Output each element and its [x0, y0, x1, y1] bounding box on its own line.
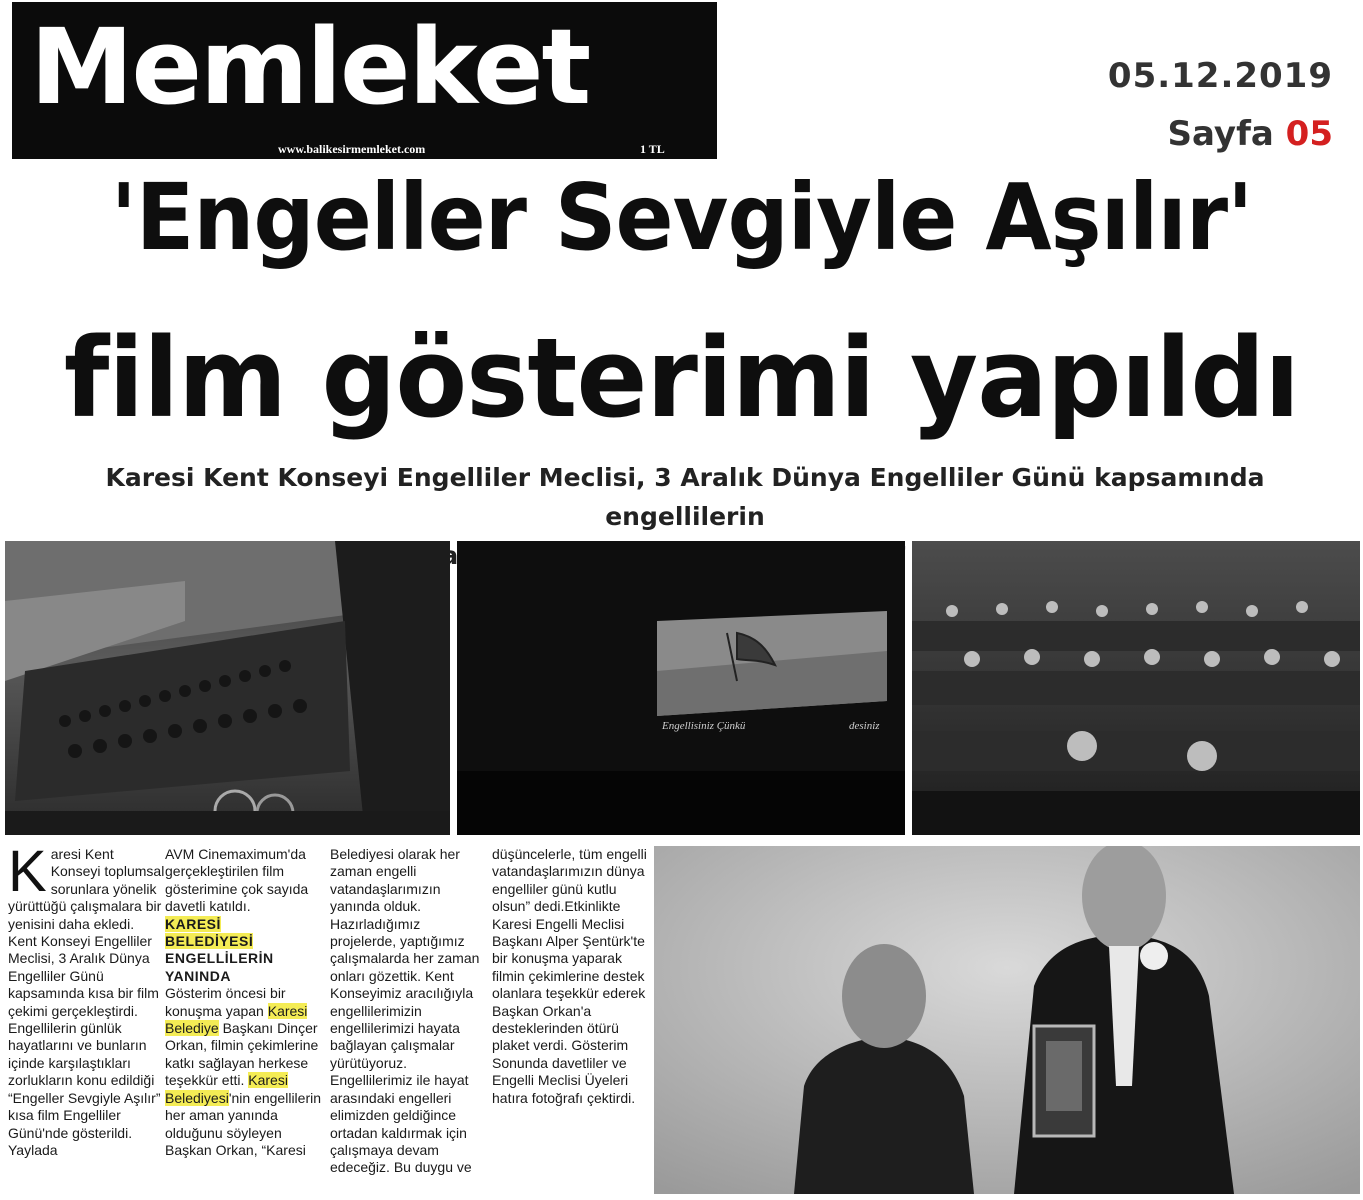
article-column-2: [165, 846, 323, 1159]
article-column-4: [492, 846, 650, 1107]
article-column-1: [8, 839, 166, 1159]
dropcap: K: [8, 839, 47, 904]
headline-line-1: 'Engeller Sevgiyle Aşılır': [110, 164, 1253, 271]
headline-line-2: film gösterimi yapıldı: [63, 314, 1300, 442]
price-label: 1 TL: [640, 142, 665, 156]
masthead: [12, 2, 717, 159]
website-url: www.balikesirmemleket.com: [278, 142, 426, 156]
screen-caption-left: Engellisiniz Çünkü: [662, 720, 746, 732]
highlighted-text: Belediyesi: [165, 1089, 229, 1106]
article-text: AVM Cinemaximum'da gerçekleştirilen film gösterimine çok sayıda davetli katıldı.: [165, 846, 309, 915]
photo-cinema-audience: [5, 541, 450, 835]
photo-cinema-screen: [457, 541, 905, 835]
article-text: Belediyesi olarak her zaman engelli vatandaşlarımızın yanında olduk. Hazırladığımız projelerde, yaptığımız çalışmalarda her zaman onları gözettik. Kent Konseyimiz aracılığıyla engellilerimizin engellilerimizi hayata bağlayan çalışmalar yürütüyoruz. Engellilerimiz ile hayat arasındaki engelleri elimizden geldiğince ortadan kaldırmak için çalışmaya devam edeceğiz. Bu duygu ve: [330, 846, 480, 1176]
article-text: aresi Kent Konseyi toplumsal sorunlara yönelik yürüttüğü çalışmalara bir yenisini daha ekledi. Kent Konseyi Engelliler Meclisi, 3 Aralık Dünya Engelliler Günü kapsamında kısa bir film çekimi gerçekleştirdi. Engellilerin günlük hayatlarını ve bunların içinde karşılaştıkları zorlukların konu edildiği “Engeller Sevgiyle Aşılır” kısa film Engelliler Günü'nde gösterildi. Yaylada: [8, 846, 165, 1158]
page-number: [1168, 114, 1333, 154]
highlighted-text: BELEDİYESİ: [165, 933, 254, 950]
section-subhead: KARESİ BELEDİYESİ ENGELLİLERİN YANINDA: [165, 915, 274, 984]
photo-plaque-presentation: [654, 846, 1360, 1194]
article-text: düşüncelerle, tüm engelli vatandaşlarımızın dünya engelliler günü kutlu olsun” dedi.Etkinlikte Karesi Engelli Meclisi Başkanı Alper Şentürk'te bir konuşma yaparak filmin çekimlerine destek olanlara teşekkür ederek Başkan Orkan'a desteklerinden ötürü plaket verdi. Gösterim Sonunda davetliler ve Engelli Meclisi Üyeleri hatıra fotoğrafı çektirdi.: [492, 846, 647, 1106]
page-number-value: 05: [1285, 114, 1333, 154]
highlighted-text: KARESİ: [165, 915, 221, 932]
highlighted-text: Karesi: [267, 1002, 308, 1019]
highlighted-text: Karesi: [248, 1072, 288, 1089]
article-column-3: [330, 846, 488, 1177]
article-text: Gösterim öncesi bir konuşma yapan Karesi Belediye Başkanı Dinçer Orkan, filmin çekimlerine katkı sağlayan herkese teşekkür etti. Karesi Belediyesi'nin engellilerin her aman yanında olduğunu söyleyen Başkan Orkan, “Karesi: [165, 985, 322, 1158]
page-label: Sayfa: [1167, 114, 1274, 154]
lead-line-1: Karesi Kent Konseyi Engelliler Meclisi, 3 Aralık Dünya Engelliler Günü kapsamında engellilerin: [105, 463, 1265, 531]
photo-seated-guests: [912, 541, 1360, 835]
screen-caption-right: desiniz: [849, 720, 880, 732]
highlighted-text: Belediye: [165, 1020, 219, 1037]
newspaper-logo: Memleket: [30, 6, 590, 128]
issue-date: 05.12.2019: [1107, 56, 1333, 96]
